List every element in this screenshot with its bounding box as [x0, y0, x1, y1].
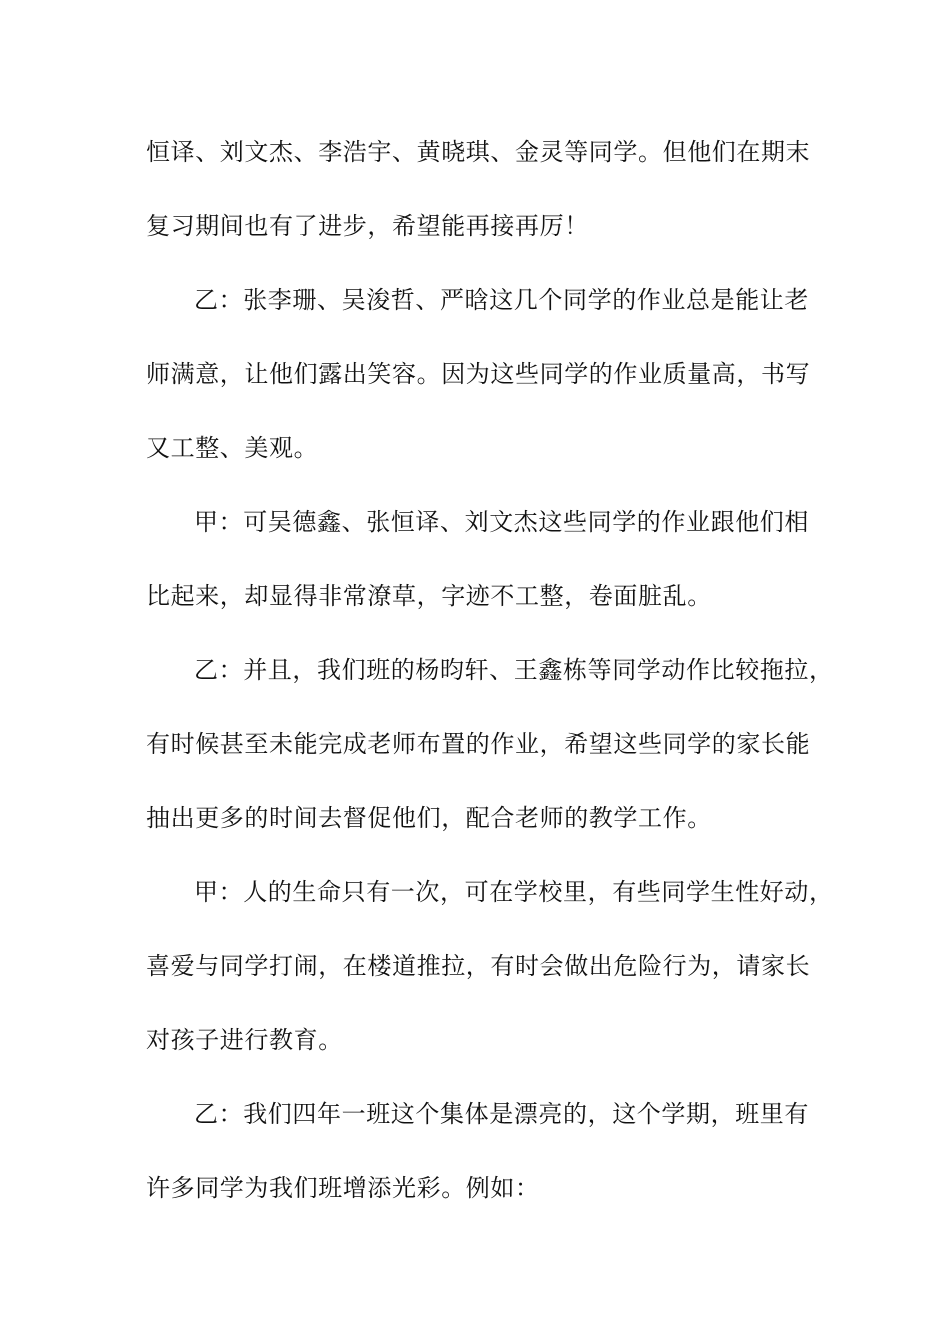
- text-line: 又工整、美观。: [146, 434, 319, 462]
- text-line: 许多同学为我们班增添光彩。例如：: [146, 1174, 540, 1202]
- text-line: 恒译、刘文杰、李浩宇、黄晓琪、金灵等同学。但他们在期末: [146, 138, 811, 166]
- text-line: 复习期间也有了进步，希望能再接再厉！: [146, 212, 589, 240]
- text-line: 有时候甚至未能完成老师布置的作业，希望这些同学的家长能: [146, 730, 811, 758]
- paragraph-start: 乙：张李珊、吴浚哲、严晗这几个同学的作业总是能让老: [194, 286, 809, 314]
- text-line: 抽出更多的时间去督促他们，配合老师的教学工作。: [146, 804, 712, 832]
- text-line: 比起来，却显得非常潦草，字迹不工整，卷面脏乱。: [146, 582, 712, 610]
- paragraph-start: 乙：我们四年一班这个集体是漂亮的，这个学期，班里有: [194, 1100, 809, 1128]
- text-line: 对孩子进行教育。: [146, 1026, 343, 1054]
- paragraph-start: 甲：人的生命只有一次，可在学校里，有些同学生性好动，: [194, 878, 834, 906]
- paragraph-start: 乙：并且，我们班的杨昀轩、王鑫栋等同学动作比较拖拉，: [194, 656, 834, 684]
- paragraph-start: 甲：可吴德鑫、张恒译、刘文杰这些同学的作业跟他们相: [194, 508, 809, 536]
- text-line: 师满意，让他们露出笑容。因为这些同学的作业质量高，书写: [146, 360, 811, 388]
- text-line: 喜爱与同学打闹，在楼道推拉，有时会做出危险行为，请家长: [146, 952, 811, 980]
